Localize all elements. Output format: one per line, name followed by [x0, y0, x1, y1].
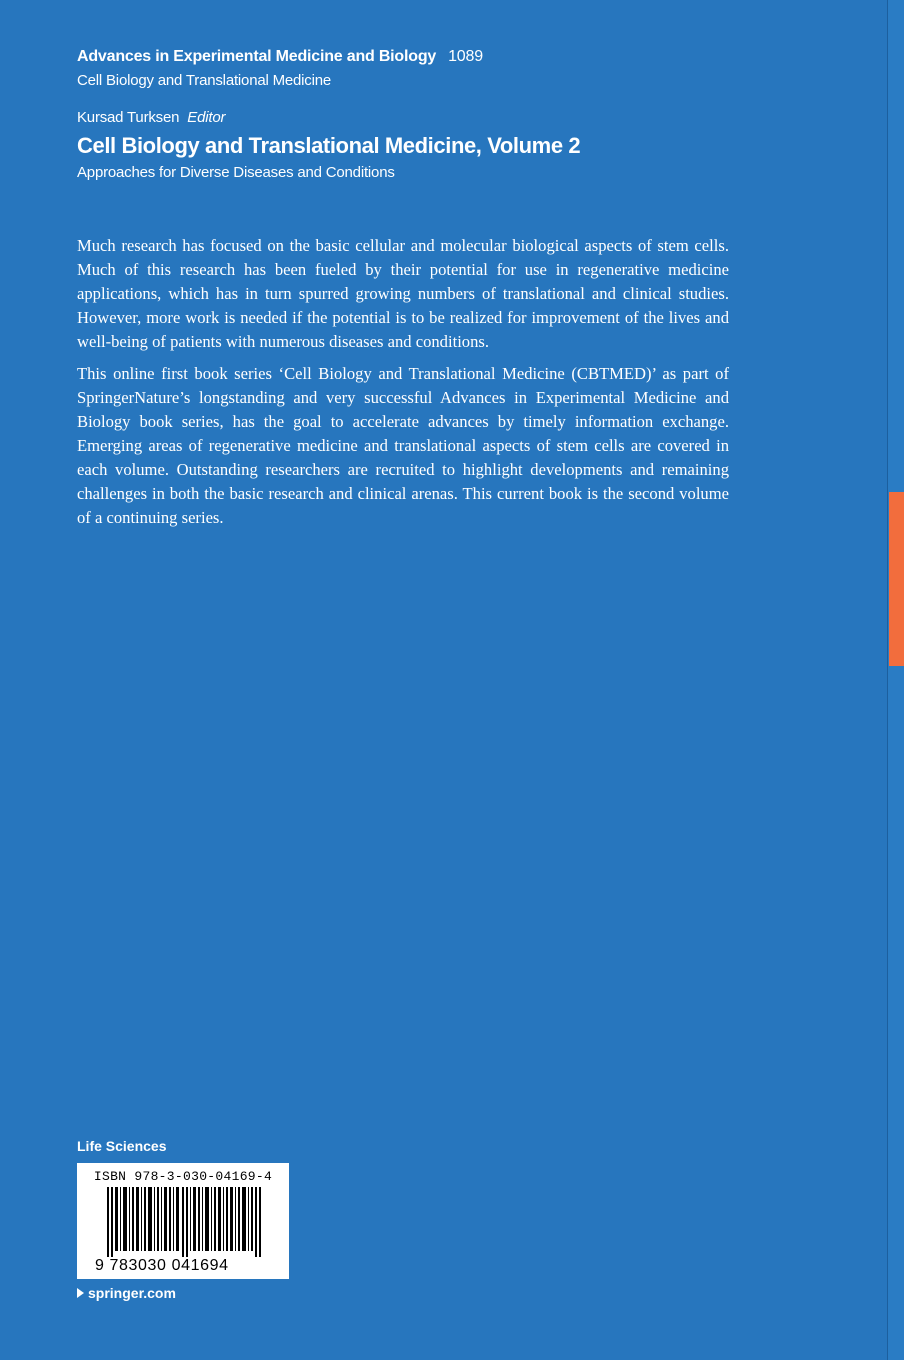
series-line [77, 46, 857, 68]
publisher-website-text: springer.com [88, 1285, 176, 1301]
barcode-bars [107, 1187, 267, 1257]
book-title: Cell Biology and Translational Medicine, Volume 2 [77, 133, 581, 158]
isbn-barcode [77, 1163, 289, 1279]
accent-bar [889, 492, 904, 666]
series-title: Advances in Experimental Medicine and Biology [77, 48, 437, 65]
editor-role: Editor [187, 109, 226, 126]
description-paragraph-2: This online first book series ‘Cell Biology and Translational Medicine (CBTMED)’ as part of SpringerNature’s longstanding and very successful Advances in Experimental Medicine and Biology book series, has the goal to accelerate advances by timely information exchange. Emerging areas of regenerative medicine and translational aspects of stem cells are covered in each volume. Outstanding researchers are recruited to highlight developments and remaining challenges in both the basic research and clinical arenas. This current book is the second volume of a continuing series. [77, 364, 729, 527]
subject-category: Life Sciences [77, 1138, 167, 1154]
description-paragraph-1: Much research has focused on the basic cellular and molecular biological aspects of stem cells. Much of this research has been fueled by their potential for use in regenerative medicine applications, which has in turn spurred growing numbers of translational and clinical studies. However, more work is needed if the potential is to be realized for improvement of the lives and well-being of patients with numerous diseases and conditions. [77, 236, 729, 351]
cover-header [77, 46, 857, 184]
editor-line [77, 108, 857, 128]
book-description [77, 234, 729, 538]
publisher-website-link[interactable] [77, 1284, 176, 1302]
barcode-digits: 9 783030 041694 [95, 1257, 229, 1274]
series-number: 1089 [448, 48, 483, 65]
spine-edge [887, 0, 904, 1360]
editor-name: Kursad Turksen [77, 109, 180, 126]
isbn-label: ISBN 978-3-030-04169-4 [93, 1169, 273, 1184]
book-subtitle: Approaches for Diverse Diseases and Conditions [77, 164, 395, 181]
sub-series-title: Cell Biology and Translational Medicine [77, 72, 332, 89]
arrow-right-icon [77, 1288, 84, 1298]
